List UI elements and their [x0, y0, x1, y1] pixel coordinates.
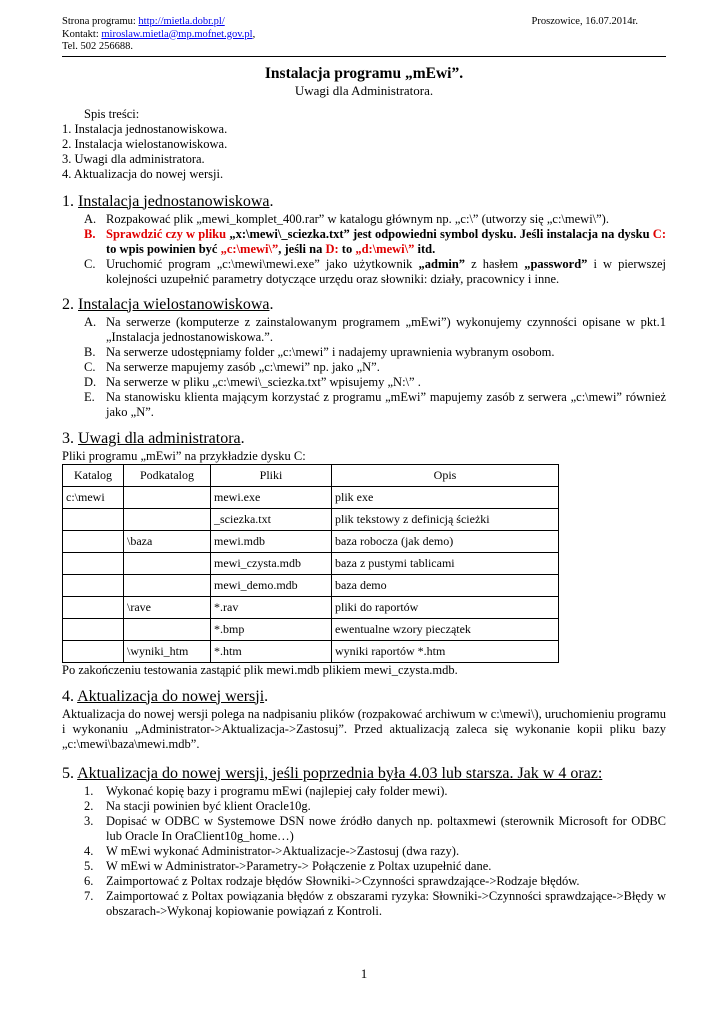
section-1-heading: 1. Instalacja jednostanowiskowa.	[62, 192, 274, 210]
contact-email-link[interactable]: miroslaw.mietla@mp.mofnet.gov.pl	[101, 28, 253, 40]
table-row	[63, 552, 559, 574]
table-cell	[63, 574, 124, 596]
files-table	[62, 464, 559, 663]
table-cell: *.bmp	[211, 618, 332, 640]
table-cell	[63, 508, 124, 530]
table-cell	[124, 618, 211, 640]
list-item: C. Uruchomić program „c:\mewi\mewi.exe” jako użytkownik „admin” z hasłem „password” i w pierwszej kolejności uzupełnić parametry dotyczące urzędu oraz słowniki: działy, pracownicy i inne.	[84, 256, 666, 286]
table-cell: plik tekstowy z definicją ścieżki	[332, 508, 559, 530]
table-cell: baza z pustymi tablicami	[332, 552, 559, 574]
column-header: Opis	[332, 464, 559, 486]
table-cell: *.rav	[211, 596, 332, 618]
toc-item: 4. Aktualizacja do nowej wersji.	[62, 166, 224, 181]
section-2-heading: 2. Instalacja wielostanowiskowa.	[62, 295, 274, 313]
table-row	[63, 508, 559, 530]
column-header: Katalog	[63, 464, 124, 486]
page-header	[62, 16, 666, 57]
list-item: B. Sprawdzić czy w pliku „x:\mewi\_sciezka.txt” jest odpowiedni symbol dysku. Jeśli instalacja na dysku C: to wpis powinien być „c:\mewi\”, jeśli na D: to „d:\mewi\” itd.	[84, 226, 666, 256]
table-cell	[63, 530, 124, 552]
list-item: D. Na serwerze w pliku „c:\mewi\_sciezka.txt” wpisujemy „N:\” .	[84, 374, 421, 389]
list-item: 1. Wykonać kopię bazy i programu mEwi (najlepiej cały folder mewi).	[84, 783, 448, 798]
list-item: C. Na serwerze mapujemy zasób „c:\mewi” np. jako „N”.	[84, 359, 380, 374]
table-cell: mewi_demo.mdb	[211, 574, 332, 596]
list-item: B. Na serwerze udostępniamy folder „c:\mewi” i nadajemy uprawnienia wybranym osobom.	[84, 344, 555, 359]
table-note: Po zakończeniu testowania zastąpić plik mewi.mdb plikiem mewi_czysta.mdb.	[62, 662, 458, 677]
site-link[interactable]: http://mietla.dobr.pl/	[138, 16, 225, 27]
table-row	[63, 574, 559, 596]
section-2-list	[62, 315, 666, 420]
table-cell: \rave	[124, 596, 211, 618]
table-cell: wyniki raportów *.htm	[332, 640, 559, 662]
table-cell	[63, 640, 124, 662]
section-5-heading: 5. Aktualizacja do nowej wersji, jeśli poprzednia była 4.03 lub starsza. Jak w 4 oraz:	[62, 764, 603, 782]
table-cell: pliki do raportów	[332, 596, 559, 618]
column-header: Pliki	[211, 464, 332, 486]
table-of-contents	[62, 107, 666, 182]
table-header-row	[63, 464, 559, 486]
table-cell	[124, 574, 211, 596]
table-cell: _sciezka.txt	[211, 508, 332, 530]
list-item: 5. W mEwi w Administrator->Parametry-> Połączenie z Poltax uzupełnić dane.	[84, 858, 492, 873]
section-1-list	[62, 212, 666, 287]
phone: Tel. 502 256688.	[62, 41, 134, 52]
table-intro: Pliki programu „mEwi” na przykładzie dysku C:	[62, 448, 306, 463]
list-item: 4. W mEwi wykonać Administrator->Aktualizacje->Zastosuj (dwa razy).	[84, 843, 460, 858]
toc-heading: Spis treści:	[84, 106, 140, 121]
toc-item: 1. Instalacja jednostanowiskowa.	[62, 121, 228, 136]
header-divider	[62, 56, 666, 57]
table-cell: baza robocza (jak demo)	[332, 530, 559, 552]
column-header: Podkatalog	[124, 464, 211, 486]
toc-item: 3. Uwagi dla administratora.	[62, 151, 205, 166]
page-number: 1	[360, 966, 368, 981]
list-item: E. Na stanowisku klienta mającym korzystać z programu „mEwi” mapujemy zasób z serwera „c:\mewi” również jako „N”.	[84, 389, 666, 419]
table-cell: \baza	[124, 530, 211, 552]
table-row	[63, 640, 559, 662]
table-cell: \wyniki_htm	[124, 640, 211, 662]
section-3-heading: 3. Uwagi dla administratora.	[62, 429, 245, 447]
document-subtitle: Uwagi dla Administratora.	[294, 82, 434, 98]
document-page	[62, 0, 666, 981]
table-cell	[124, 508, 211, 530]
table-cell	[124, 486, 211, 508]
table-row	[63, 618, 559, 640]
table-cell: plik exe	[332, 486, 559, 508]
contact-line: Kontakt: miroslaw.mietla@mp.mofnet.gov.pl,	[62, 28, 256, 40]
list-item: 7. Zaimportować z Poltax powiązania błędów z obszarami ryzyka: Słowniki->Czynności sprawdzające->Błędy w obszarach->Wykonaj kopiowanie powiązań z Kontroli.	[84, 888, 666, 918]
section-4-text: Aktualizacja do nowej wersji polega na nadpisaniu plików (rozpakować archiwum w c:\mewi\), uruchomieniu programu i wykonaniu „Administrator->Aktualizacja->Zastosuj”. Przed aktualizacją zaleca się wykonanie kopii pliku bazy „c:\mewi\baza\mewi.mdb”.	[62, 706, 666, 751]
table-cell	[63, 552, 124, 574]
table-cell	[63, 618, 124, 640]
table-row	[63, 486, 559, 508]
table-row	[63, 596, 559, 618]
table-cell: mewi.exe	[211, 486, 332, 508]
table-cell: mewi_czysta.mdb	[211, 552, 332, 574]
section-4-heading: 4. Aktualizacja do nowej wersji.	[62, 687, 269, 705]
table-cell: mewi.mdb	[211, 530, 332, 552]
site-line: Strona programu: http://mietla.dobr.pl/	[62, 16, 225, 27]
section-5-list	[62, 784, 666, 919]
place-date: Proszowice, 16.07.2014r.	[531, 16, 638, 27]
toc-item: 2. Instalacja wielostanowiskowa.	[62, 136, 228, 151]
table-cell: ewentualne wzory pieczątek	[332, 618, 559, 640]
table-cell: *.htm	[211, 640, 332, 662]
list-item: 6. Zaimportować z Poltax rodzaje błędów Słowniki->Czynności sprawdzające->Rodzaje błędów.	[84, 873, 580, 888]
table-cell	[63, 596, 124, 618]
table-cell: c:\mewi	[63, 486, 124, 508]
document-title: Instalacja programu „mEwi”.	[264, 64, 464, 82]
table-row	[63, 530, 559, 552]
list-item: A. Na serwerze (komputerze z zainstalowanym programem „mEwi”) wykonujemy czynności opisane w pkt.1 „Instalacja jednostanowiskowa.”.	[84, 314, 666, 344]
list-item: 2. Na stacji powinien być klient Oracle10g.	[84, 798, 311, 813]
table-cell: baza demo	[332, 574, 559, 596]
table-cell	[124, 552, 211, 574]
list-item: 3. Dopisać w ODBC w Systemowe DSN nowe źródło danych np. poltaxmewi (sterownik Microsoft for ODBC lub Oracle In OraClient10g_home…)	[84, 813, 666, 843]
list-item: A. Rozpakować plik „mewi_komplet_400.rar” w katalogu głównym np. „c:\” (utworzy się „c:\mewi\”).	[84, 211, 609, 226]
